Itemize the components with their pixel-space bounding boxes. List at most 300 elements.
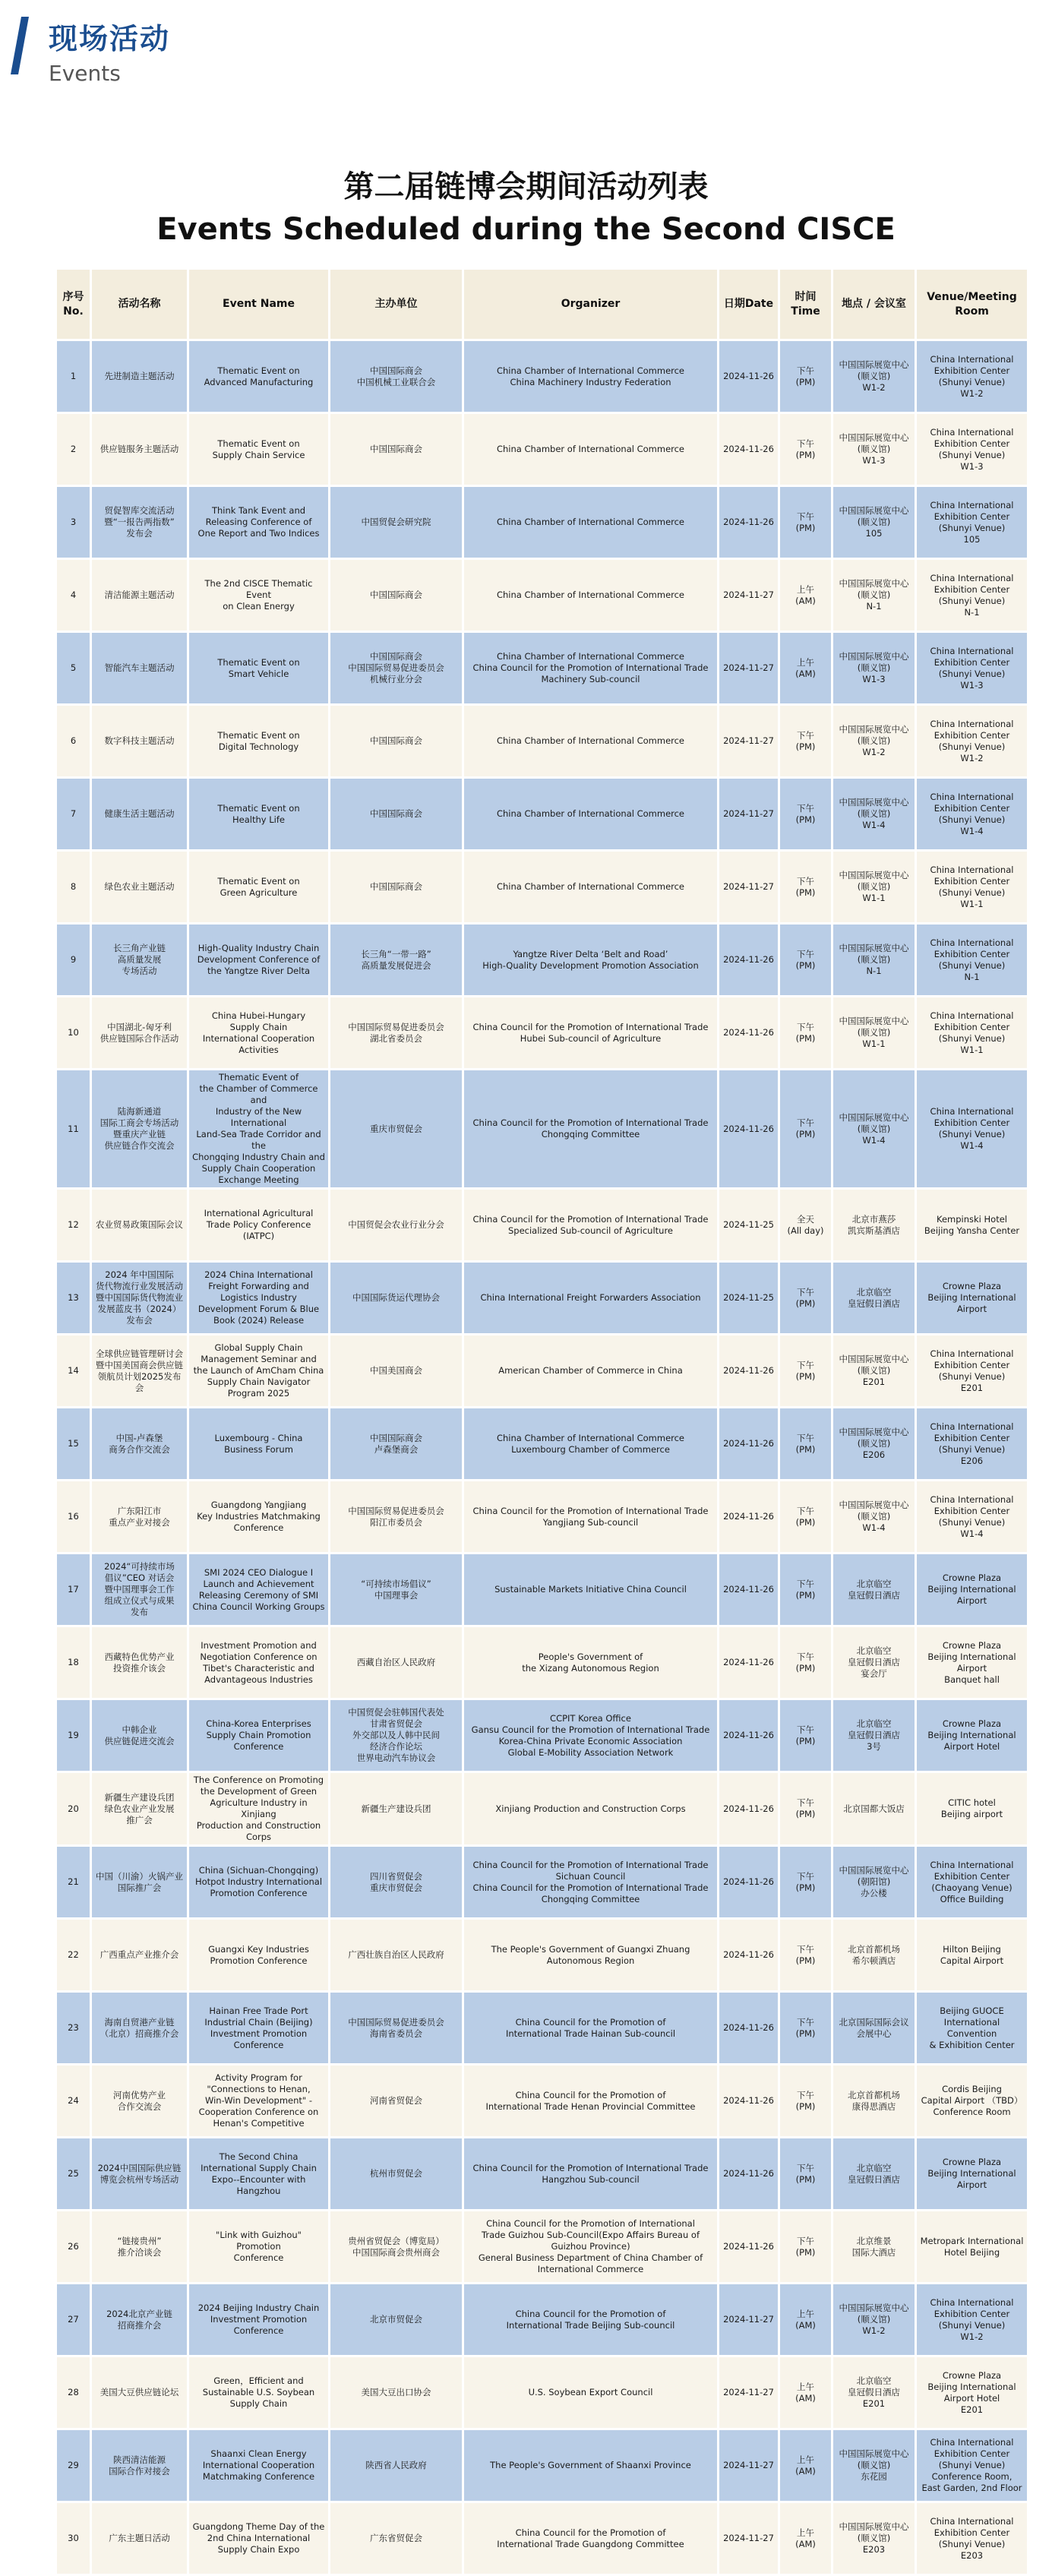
cell-venue-cn — [832, 2502, 916, 2575]
cell-line: Crowne Plaza — [942, 1718, 1002, 1729]
cell-line: China International — [930, 864, 1014, 875]
cell-line: (顺义馆) — [857, 2533, 891, 2543]
cell-line: Yangjiang Sub-council — [542, 1516, 639, 1528]
cell-line: Airport — [956, 2179, 987, 2190]
cell-line: Beijing International — [927, 2381, 1016, 2392]
cell-line: Healthy Life — [232, 814, 285, 825]
cell-line: 中国国际展览中心 — [839, 1500, 909, 1510]
cell-organizer-en — [463, 2356, 719, 2429]
cell-line: 中国理事会 — [374, 1589, 419, 1601]
cell-organizer-en — [463, 705, 719, 778]
cell-no: 2 — [56, 413, 91, 486]
cell-date: 2024-11-26 — [719, 1772, 779, 1846]
cell-line: Crowne Plaza — [942, 2157, 1002, 2167]
cell-line: 推介洽谈会 — [117, 2246, 162, 2258]
cell-line: 下午 — [797, 2235, 814, 2246]
cell-line: the Yangtze River Delta — [207, 966, 310, 976]
cell-line: Advanced Manufacturing — [204, 376, 314, 387]
cell-event-name-cn — [91, 340, 188, 413]
cell-line: China Council for the Promotion of International Trade — [472, 1505, 709, 1516]
cell-line: Yangtze River Delta ‘Belt and Road’ — [513, 948, 668, 959]
cell-line: the Chamber of Commerce and — [199, 1083, 318, 1105]
cell-organizer-cn — [330, 413, 463, 486]
cell-date: 2024-11-27 — [719, 705, 779, 778]
cell-line: Beijing International — [927, 1651, 1016, 1662]
cell-event-name-cn — [91, 924, 188, 997]
cell-line: Exhibition Center — [934, 438, 1010, 449]
cell-line: High-Quality Development Promotion Association — [482, 959, 699, 971]
table-row — [56, 2138, 1028, 2211]
cell-line: 中国国际展览中心 — [839, 1111, 909, 1123]
cell-line: 下午 — [797, 365, 814, 376]
cell-line: 下午 — [797, 1021, 814, 1032]
cell-line: Promotion Conference — [210, 1955, 308, 1966]
cell-line: Gansu Council for the Promotion of International Trade — [471, 1724, 710, 1735]
cell-organizer-en — [463, 1626, 719, 1699]
cell-line: 重点产业对接会 — [109, 1516, 170, 1528]
cell-line: 重庆市贸促会 — [370, 1123, 422, 1134]
cell-line: 中国国际展览中心 — [839, 1865, 909, 1876]
cell-line: 智能汽车主题活动 — [104, 662, 175, 673]
cell-line: Capital Airport （TBD） — [921, 2095, 1023, 2106]
cell-line: (PM) — [795, 1589, 816, 1601]
cell-line: The Second China — [219, 2151, 299, 2162]
cell-no: 28 — [56, 2356, 91, 2429]
cell-line: Supply Chain — [229, 2398, 288, 2409]
cell-line: 下午 — [797, 1651, 814, 1662]
cell-line: China International — [930, 2296, 1014, 2308]
cell-line: W1-3 — [862, 455, 886, 466]
cell-venue-en — [916, 2138, 1028, 2211]
cell-line: Thematic Event on — [217, 875, 300, 887]
cell-line: 重庆市贸促会 — [370, 1882, 422, 1893]
cell-line: Thematic Event on — [217, 438, 300, 449]
cell-line: (Shunyi Venue) — [938, 814, 1006, 825]
cell-organizer-cn — [330, 1919, 463, 1992]
cell-line: China Chamber of International Commerce — [496, 365, 685, 376]
cell-line: China Council Working Groups — [192, 1601, 325, 1612]
cell-line: 会展中心 — [856, 2028, 892, 2039]
cell-line: Promotion Conference — [210, 1888, 308, 1898]
cell-line: Exhibition Center — [934, 2527, 1010, 2538]
cell-no: 11 — [56, 1070, 91, 1189]
section-title-cn: 现场活动 — [49, 22, 171, 55]
cell-line: 皇冠假日酒店 — [848, 2173, 900, 2185]
cell-event-name-en — [188, 1262, 330, 1335]
cell-line: 皇冠假日酒店 — [848, 1657, 900, 1667]
cell-line: (PM) — [795, 2028, 816, 2039]
table-row — [56, 1335, 1028, 1408]
cell-venue-en — [916, 1481, 1028, 1554]
cell-line: 广西壮族自治区人民政府 — [348, 1949, 444, 1960]
cell-line: 四川省贸促会 — [370, 1870, 422, 1882]
cell-line: 经济合作论坛 — [370, 1741, 422, 1752]
cell-line: Trade Guizhou Sub-Council(Expo Affairs Bureau of — [482, 2230, 700, 2240]
cell-line: 中韩企业 — [122, 1724, 157, 1735]
cell-line: W1-1 — [960, 898, 984, 909]
cell-line: Sustainable U.S. Soybean — [202, 2387, 315, 2397]
cell-no: 18 — [56, 1626, 91, 1699]
cell-line: (PM) — [795, 522, 816, 533]
cell-line: 中国国际商会 — [370, 589, 422, 600]
cell-organizer-en — [463, 778, 719, 851]
cell-date: 2024-11-27 — [719, 2502, 779, 2575]
cell-line: 国际推广会 — [117, 1882, 162, 1893]
cell-line: (顺义馆) — [857, 881, 891, 892]
cell-line: Beijing Yansha Center — [924, 1225, 1020, 1236]
cell-line: China Council for the Promotion of — [515, 2527, 666, 2538]
header-venue-cn: 地点 / 会议室 — [832, 269, 916, 340]
cell-line: International Trade Guangdong Committee — [497, 2538, 684, 2549]
cell-line: 杭州市贸促会 — [370, 2168, 422, 2179]
table-row — [56, 340, 1028, 413]
cell-line: 中国国际商会 — [370, 651, 422, 662]
cell-line: 北京维景 — [856, 2235, 892, 2246]
cell-event-name-cn — [91, 851, 188, 924]
cell-organizer-en — [463, 1846, 719, 1919]
cell-line: Investment Promotion and — [201, 1639, 317, 1651]
page-title-cn: 第二届链博会期间活动列表 — [343, 169, 709, 204]
cell-event-name-cn — [91, 1699, 188, 1772]
cell-venue-en — [916, 486, 1028, 559]
cell-line: Green，Efficient and — [213, 2375, 304, 2386]
cell-line: China International — [930, 1010, 1014, 1021]
cell-line: E201 — [862, 2398, 886, 2409]
cell-venue-cn — [832, 1772, 916, 1846]
cell-line: (Shunyi Venue) — [938, 959, 1006, 971]
table-row — [56, 778, 1028, 851]
cell-venue-cn — [832, 1070, 916, 1189]
cell-line: 2024 Beijing Industry Chain — [197, 2303, 320, 2313]
cell-line: China Council for the Promotion of International Trade — [472, 1882, 709, 1893]
cell-line: 下午 — [797, 1943, 814, 1955]
cell-date: 2024-11-27 — [719, 2284, 779, 2356]
cell-line: Thematic Event of — [218, 1072, 299, 1083]
cell-line: Hangzhou Sub-council — [542, 2173, 640, 2185]
cell-event-name-cn — [91, 2356, 188, 2429]
cell-line: "Link with Guizhou" — [216, 2230, 302, 2240]
table-row — [56, 1772, 1028, 1846]
cell-date: 2024-11-27 — [719, 2429, 779, 2502]
cell-line: Green Agriculture — [220, 887, 298, 898]
cell-line: 中国美国商会 — [370, 1365, 422, 1376]
cell-event-name-en — [188, 1408, 330, 1481]
cell-event-name-en — [188, 1554, 330, 1626]
cell-line: 中国国际展览中心 — [839, 724, 909, 735]
cell-organizer-en — [463, 2284, 719, 2356]
cell-line: 中国国际展览中心 — [839, 1354, 909, 1364]
cell-line: Exhibition Center — [934, 656, 1010, 668]
cell-line: 投资推介该会 — [113, 1662, 166, 1674]
cell-line: China International — [930, 572, 1014, 583]
cell-time — [779, 1626, 832, 1699]
cell-line: 北京临空 — [856, 2375, 892, 2386]
cell-line: (IATPC) — [242, 1231, 275, 1241]
cell-line: Promotion — [236, 2241, 281, 2252]
cell-line: W1-1 — [960, 1044, 984, 1055]
cell-organizer-en — [463, 413, 719, 486]
cell-line: Exhibition Center — [934, 1870, 1010, 1882]
cell-line: (PM) — [795, 1735, 816, 1746]
header-venue-en: Venue/Meeting Room — [916, 269, 1028, 340]
cell-line: 河南省贸促会 — [370, 2095, 422, 2106]
cell-time — [779, 1408, 832, 1481]
cell-line: Crowne Plaza — [942, 1281, 1002, 1291]
cell-no: 1 — [56, 340, 91, 413]
cell-event-name-cn — [91, 1919, 188, 1992]
cell-line: 发布 — [131, 1607, 148, 1617]
cell-line: 下午 — [797, 2089, 814, 2100]
cell-event-name-cn — [91, 1481, 188, 1554]
cell-organizer-en — [463, 1262, 719, 1335]
cell-line: Guangdong Yangjiang — [210, 1500, 307, 1510]
cell-venue-cn — [832, 1554, 916, 1626]
cell-venue-cn — [832, 340, 916, 413]
table-row — [56, 2429, 1028, 2502]
cell-line: Beijing GUOCE — [940, 2005, 1004, 2016]
cell-time — [779, 2211, 832, 2284]
cell-event-name-cn — [91, 413, 188, 486]
cell-organizer-en — [463, 1919, 719, 1992]
events-table — [55, 267, 1029, 2576]
cell-line: International Trade Beijing Sub-council — [506, 2319, 675, 2331]
cell-venue-cn — [832, 924, 916, 997]
cell-event-name-en — [188, 924, 330, 997]
cell-line: the Xizang Autonomous Region — [522, 1662, 659, 1674]
cell-organizer-cn — [330, 1481, 463, 1554]
cell-time — [779, 1992, 832, 2065]
cell-venue-cn — [832, 1992, 916, 2065]
cell-line: (All day) — [787, 1225, 824, 1236]
cell-line: 贸促智库交流活动 — [104, 505, 175, 516]
cell-venue-en — [916, 1992, 1028, 2065]
cell-venue-cn — [832, 1699, 916, 1772]
cell-line: China-Korea Enterprises — [206, 1718, 311, 1729]
cell-no: 10 — [56, 997, 91, 1070]
cell-date: 2024-11-26 — [719, 2065, 779, 2138]
cell-line: Sustainable Markets Initiative China Council — [494, 1584, 687, 1595]
cell-event-name-cn — [91, 1335, 188, 1408]
cell-line: Metropark International — [920, 2235, 1024, 2246]
cell-venue-en — [916, 1772, 1028, 1846]
cell-line: 下午 — [797, 2162, 814, 2173]
cell-venue-en — [916, 1554, 1028, 1626]
cell-no: 20 — [56, 1772, 91, 1846]
cell-line: Hilton Beijing — [943, 1943, 1001, 1955]
cell-line: Exhibition Center — [934, 510, 1010, 522]
cell-line: “可持续市场倡议” — [361, 1578, 431, 1589]
cell-line: 下午 — [797, 1117, 814, 1128]
cell-date: 2024-11-26 — [719, 997, 779, 1070]
cell-line: Management Seminar and — [201, 1354, 317, 1364]
cell-line: (顺义馆) — [857, 1027, 891, 1038]
cell-venue-en — [916, 924, 1028, 997]
cell-date: 2024-11-26 — [719, 413, 779, 486]
cell-venue-en — [916, 559, 1028, 632]
cell-venue-en — [916, 851, 1028, 924]
cell-line: Supply Chain Service — [212, 449, 305, 460]
cell-organizer-cn — [330, 924, 463, 997]
cell-line: (顺义馆) — [857, 444, 891, 454]
cell-organizer-cn — [330, 2138, 463, 2211]
cell-line: Book (2024) Release — [213, 1315, 305, 1326]
cell-line: Capital Airport — [940, 1955, 1004, 1966]
cell-line: East Garden, 2nd Floor — [921, 2483, 1022, 2493]
cell-line: 暨中国国际货代物流业 — [96, 1292, 183, 1303]
cell-event-name-cn — [91, 1772, 188, 1846]
cell-date: 2024-11-26 — [719, 1919, 779, 1992]
cell-line: 全天 — [797, 1213, 814, 1225]
cell-line: 皇冠假日酒店 — [848, 1730, 900, 1740]
cell-line: (PM) — [795, 2100, 816, 2112]
cell-line: Luxembourg - China — [214, 1432, 303, 1443]
cell-line: 倡议”CEO 对话会 — [104, 1572, 175, 1583]
table-row — [56, 2211, 1028, 2284]
cell-organizer-en — [463, 1481, 719, 1554]
cell-event-name-en — [188, 1846, 330, 1919]
cell-event-name-en — [188, 2502, 330, 2575]
cell-time — [779, 340, 832, 413]
cell-line: 陆海新通道 — [117, 1106, 162, 1117]
cell-event-name-en — [188, 1919, 330, 1992]
cell-line: 凯宾斯基酒店 — [848, 1225, 900, 1236]
cell-line: 合作交流会 — [117, 2100, 162, 2112]
table-row — [56, 1262, 1028, 1335]
cell-venue-en — [916, 997, 1028, 1070]
cell-line: China Chamber of International Commerce — [496, 881, 685, 892]
cell-line: 上午 — [797, 2527, 814, 2538]
cell-line: 办公楼 — [861, 1888, 887, 1898]
cell-line: Exhibition Center — [934, 802, 1010, 814]
cell-line: Logistics Industry — [220, 1292, 297, 1303]
cell-line: 中国国际贸易促进委员会 — [348, 2016, 444, 2028]
cell-line: Exchange Meeting — [218, 1174, 299, 1185]
cell-line: (AM) — [795, 595, 816, 606]
cell-line: Luxembourg Chamber of Commerce — [511, 1443, 670, 1455]
cell-line: 机械行业分会 — [370, 674, 422, 684]
cell-line: Guangxi Key Industries — [208, 1943, 309, 1955]
cell-line: Key Industries Matchmaking — [197, 1511, 321, 1522]
cell-venue-cn — [832, 2356, 916, 2429]
cell-event-name-en — [188, 559, 330, 632]
cell-line: 北京临空 — [856, 1286, 892, 1297]
cell-no: 24 — [56, 2065, 91, 2138]
cell-line: W1-4 — [960, 825, 984, 836]
cell-line: (顺义馆) — [857, 808, 891, 819]
cell-organizer-en — [463, 632, 719, 705]
cell-line: Conference — [233, 1741, 284, 1752]
cell-date: 2024-11-26 — [719, 2138, 779, 2211]
cell-line: China International — [930, 353, 1014, 365]
cell-line: W1-2 — [862, 747, 886, 757]
cell-line: N-1 — [964, 606, 980, 618]
cell-organizer-en — [463, 1772, 719, 1846]
cell-venue-cn — [832, 2138, 916, 2211]
cell-line: Exhibition Center — [934, 1021, 1010, 1032]
cell-no: 25 — [56, 2138, 91, 2211]
cell-line: 下午 — [797, 438, 814, 449]
cell-line: Supply Chain — [229, 1021, 288, 1032]
cell-line: 西藏特色优势产业 — [104, 1651, 175, 1662]
cell-line: 广西重点产业推介会 — [100, 1949, 179, 1960]
cell-organizer-en — [463, 559, 719, 632]
cell-line: (Shunyi Venue) — [938, 1129, 1006, 1139]
cell-line: 中国国际展览中心 — [839, 359, 909, 370]
cell-line: Exhibition Center — [934, 1432, 1010, 1443]
cell-line: （北京）招商推介会 — [100, 2028, 179, 2039]
cell-venue-en — [916, 413, 1028, 486]
cell-event-name-en — [188, 1699, 330, 1772]
cell-line: W1-4 — [862, 1522, 886, 1533]
cell-line: 中国国际商会 — [370, 735, 422, 746]
cell-line: Negotiation Conference on — [200, 1651, 317, 1662]
cell-line: 供应链服务主题活动 — [100, 444, 179, 454]
cell-no: 8 — [56, 851, 91, 924]
cell-venue-cn — [832, 778, 916, 851]
cell-line: 下午 — [797, 2016, 814, 2028]
cell-date: 2024-11-26 — [719, 1335, 779, 1408]
cell-line: China (Sichuan-Chongqing) — [198, 1865, 319, 1876]
cell-line: China Council for the Promotion of International Trade — [472, 2162, 709, 2173]
cell-line: 清洁能源主题活动 — [104, 589, 175, 600]
cell-line: International Cooperation — [202, 2460, 315, 2470]
cell-line: People's Government of — [538, 1651, 643, 1662]
cell-line: Beijing International — [927, 1730, 1016, 1740]
cell-venue-en — [916, 1919, 1028, 1992]
header-date: 日期Date — [719, 269, 779, 340]
cell-no: 22 — [56, 1919, 91, 1992]
cell-no: 21 — [56, 1846, 91, 1919]
cell-line: Chongqing Committee — [541, 1893, 640, 1904]
cell-line: 新疆生产建设兵团 — [361, 1803, 431, 1814]
cell-line: (PM) — [795, 1955, 816, 1966]
cell-line: Business Forum — [224, 1443, 293, 1455]
cell-date: 2024-11-26 — [719, 486, 779, 559]
cell-organizer-cn — [330, 1699, 463, 1772]
page-header — [0, 0, 1052, 99]
cell-event-name-en — [188, 1481, 330, 1554]
cell-no: 30 — [56, 2502, 91, 2575]
cell-line: 中国国际展览中心 — [839, 2521, 909, 2532]
cell-line: CITIC hotel — [948, 1797, 996, 1808]
cell-event-name-cn — [91, 1408, 188, 1481]
cell-line: Advantageous Industries — [204, 1674, 313, 1685]
cell-time — [779, 632, 832, 705]
cell-line: (PM) — [795, 1882, 816, 1893]
cell-line: (Shunyi Venue) — [938, 1516, 1006, 1528]
cell-event-name-en — [188, 413, 330, 486]
table-row — [56, 1070, 1028, 1189]
cell-line: Industry of the New International — [215, 1106, 302, 1128]
cell-event-name-cn — [91, 2429, 188, 2502]
cell-line: W1-3 — [862, 674, 886, 684]
cell-line: (PM) — [795, 959, 816, 971]
table-row — [56, 1992, 1028, 2065]
cell-event-name-en — [188, 2356, 330, 2429]
cell-line: 中国国际展览中心 — [839, 797, 909, 808]
cell-line: (Shunyi Venue) — [938, 887, 1006, 898]
cell-time — [779, 1919, 832, 1992]
cell-line: (顺义馆) — [857, 2460, 891, 2470]
cell-line: China International — [930, 1106, 1014, 1117]
cell-line: Autonomous Region — [546, 1955, 635, 1966]
cell-line: 高质量发展促进会 — [361, 959, 431, 971]
cell-line: Exhibition Center — [934, 729, 1010, 741]
table-row — [56, 1846, 1028, 1919]
cell-line: 2024“可持续市场 — [104, 1561, 175, 1572]
cell-organizer-cn — [330, 559, 463, 632]
page-title-en: Events Scheduled during the Second CISCE — [156, 212, 896, 247]
